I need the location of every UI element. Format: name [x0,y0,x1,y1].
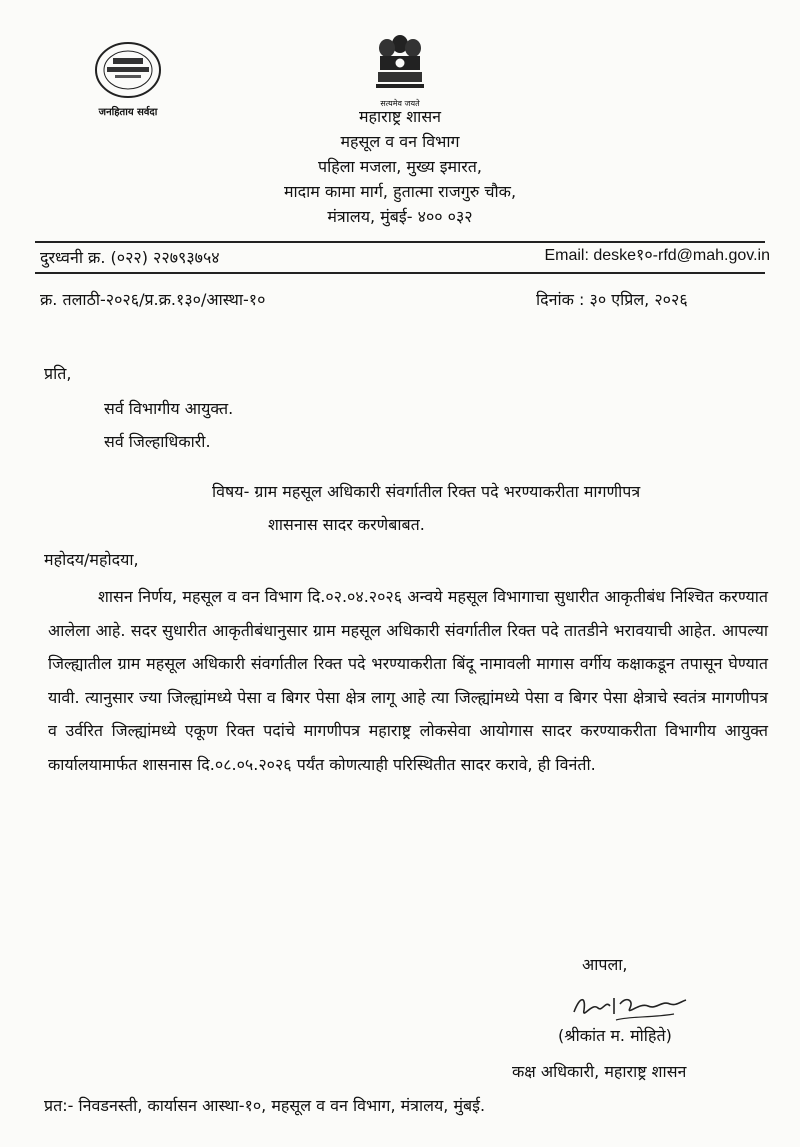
emblem-caption: सत्यमेव जयते [380,99,420,108]
prati-label: प्रति, [44,364,72,383]
subject-line-1: विषय- ग्राम महसूल अधिकारी संवर्गातील रिक्त पदे भरण्याकरीता मागणीपत्र [212,482,641,501]
subject-line-2: शासनास सादर करणेबाबत. [268,515,425,534]
seal-icon [93,40,163,100]
address-line-1: पहिला मजला, मुख्य इमारत, [317,157,483,176]
signatory-designation: कक्ष अधिकारी, महाराष्ट्र शासन [512,1062,687,1081]
letter-date: दिनांक : ३० एप्रिल, २०२६ [536,290,688,309]
body-text: शासन निर्णय, महसूल व वन विभाग दि.०२.०४.२०२६ अन्वये महसूल विभागाचा सुधारीत आकृतीबंध निश्चित करण्यात आलेला आहे. सदर सुधारीत आकृतीबंधानुसार ग्राम महसूल अधिकारी संवर्गातील रिक्त पदे तातडीने भरावयाची आहेत. आपल्या जिल्ह्यातील ग्राम महसूल अधिकारी संवर्गातील रिक्त पदे भरण्याकरीता बिंदू नामावली मागास वर्गीय कक्षाकडून तपासून घेण्यात यावी. त्यानुसार ज्या जिल्ह्यांमध्ये पेसा व बिगर पेसा क्षेत्र लागू आहे त्या जिल्ह्यांमध्ये पेसा व बिगर पेसा क्षेत्राचे स्वतंत्र मागणीपत्र व उर्वरित जिल्ह्यांमध्ये एकूण रिक्त पदांचे मागणीपत्र महाराष्ट्र लोकसेवा आयोगास सादर करण्याकरीता विभागीय आयुक्त कार्यालयामार्फत शासनास दि.०८.०५.२०२६ पर्यंत कोणत्याही परिस्थितीत सादर करावे, ही विनंती. [48,587,769,774]
department-name: महसूल व वन विभाग [340,132,460,151]
salutation: महोदय/महोदया, [44,550,139,569]
header-divider [35,241,765,243]
handwritten-signature [570,990,690,1028]
recipient-line-1: सर्व विभागीय आयुक्त. [104,399,234,418]
org-name: महाराष्ट्र शासन [358,107,442,126]
national-emblem [370,32,430,109]
closing-aapla: आपला, [582,955,628,974]
logo-caption: जनहिताय सर्वदा [98,107,158,118]
recipient-line-2: सर्व जिल्हाधिकारी. [104,432,211,451]
address-line-2: मादाम कामा मार्ग, हुतात्मा राजगुरु चौक, [283,182,517,201]
email-address: Email: deske१०-rfd@mah.gov.in [544,247,770,264]
phone-number: दुरध्वनी क्र. (०२२) २२७९३७५४ [40,248,220,267]
address-line-3: मंत्रालय, मुंबई- ४०० ०३२ [327,207,473,226]
signatory-name: (श्रीकांत म. मोहिते) [558,1026,672,1045]
copy-to: प्रत:- निवडनस्ती, कार्यासन आस्था-१०, महसूल व वन विभाग, मंत्रालय, मुंबई. [44,1096,486,1115]
contact-divider [35,272,765,274]
ashoka-emblem-icon [370,32,430,94]
reference-number: क्र. तलाठी-२०२६/प्र.क्र.१३०/आस्था-१० [40,290,266,309]
letterhead [240,104,560,229]
body-paragraph [48,580,768,781]
maharashtra-govt-logo [88,40,168,118]
